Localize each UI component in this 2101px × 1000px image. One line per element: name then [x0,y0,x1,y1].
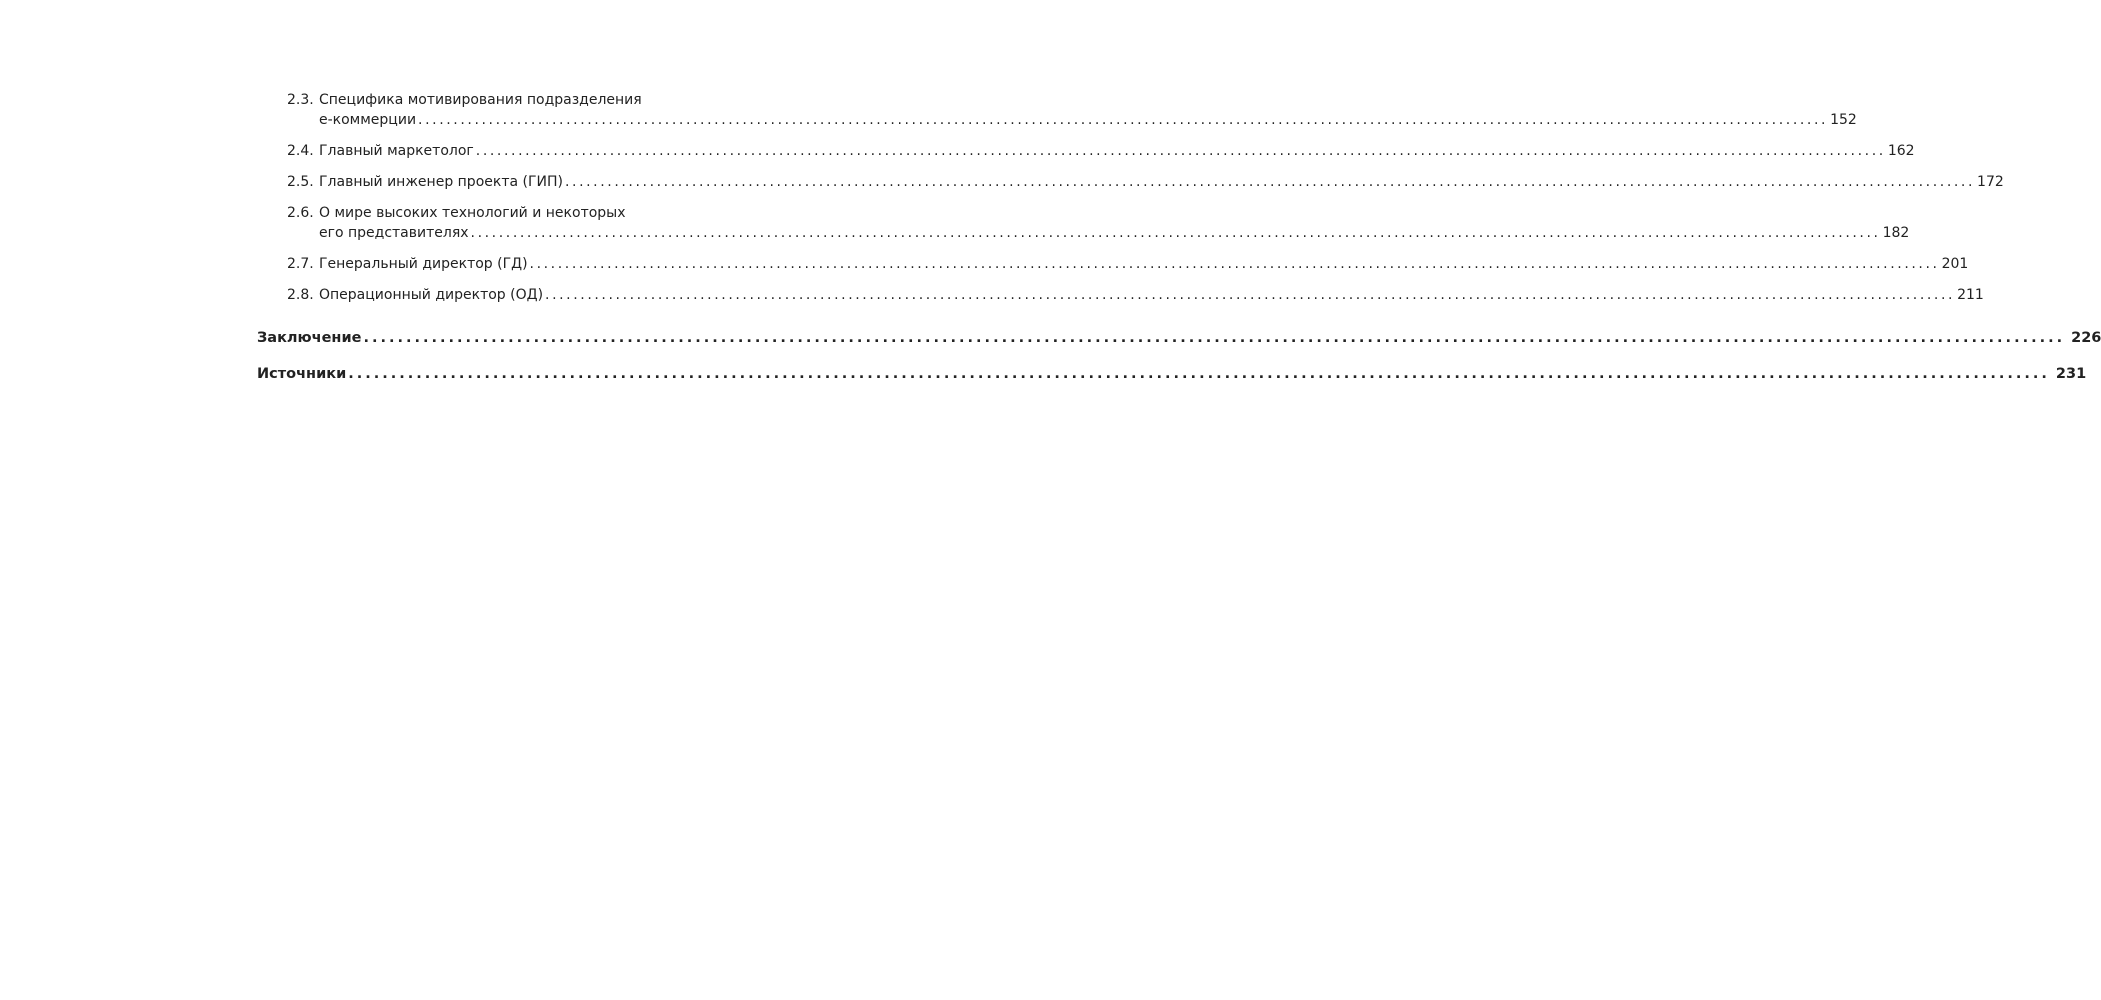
toc-entry-2-5 [257,172,2004,192]
dot-leader: ........................................................................................................................................................................................................ [529,256,1940,272]
toc-entry-title: Заключение [257,330,362,346]
table-of-contents [257,90,2101,385]
toc-entry-page: 201 [1941,256,1969,272]
toc-entry-number: 2.3. [287,92,314,108]
toc-entry-2-3 [257,90,1857,130]
toc-entry-2-6 [257,203,1910,243]
toc-entry-number: 2.6. [287,205,314,221]
toc-entry-title-line1: Специфика мотивирования подразделения [319,92,642,108]
toc-entry-conclusion [257,327,2101,349]
toc-entry-2-7 [257,254,1969,274]
toc-entry-title-line2: е-коммерции [319,112,417,128]
toc-entry-2-8 [257,285,1984,305]
toc-entry-title: Главный инженер проекта (ГИП) [319,174,563,190]
toc-entry-title: Генеральный директор (ГД) [319,256,528,272]
toc-entry-title: Главный маркетолог [319,143,474,159]
toc-entry-number: 2.8. [287,287,314,303]
dot-leader: ........................................................................................................................................................................................................ [475,143,1886,159]
toc-entry-page: 152 [1830,112,1857,128]
toc-entry-page: 172 [1977,174,2004,190]
dot-leader: ........................................................................................................................................................................................................ [470,225,1881,241]
toc-entry-title: Операционный директор (ОД) [319,287,544,303]
toc-entry-page: 182 [1882,225,1910,241]
toc-entry-number: 2.7. [287,256,314,272]
toc-entry-number: 2.5. [287,174,314,190]
dot-leader: ........................................................................................................................................................................................................ [418,112,1829,128]
dot-leader: ........................................................................................................................................................................................................ [363,330,2066,346]
toc-entry-title: Источники [257,366,347,382]
toc-entry-number: 2.4. [287,143,314,159]
toc-entry-page: 211 [1957,287,1984,303]
toc-entry-title-line2: его представителях [319,225,469,241]
toc-entry-page: 231 [2055,366,2087,382]
dot-leader: ........................................................................................................................................................................................................ [545,287,1956,303]
dot-leader: ........................................................................................................................................................................................................ [348,366,2050,382]
toc-entry-page: 162 [1887,143,1915,159]
toc-entry-2-4 [257,141,1915,161]
toc-entry-page: 226 [2071,330,2101,346]
toc-entry-title-line1: О мире высоких технологий и некоторых [319,205,626,221]
toc-entry-sources [257,363,2087,385]
dot-leader: ........................................................................................................................................................................................................ [564,174,1976,190]
